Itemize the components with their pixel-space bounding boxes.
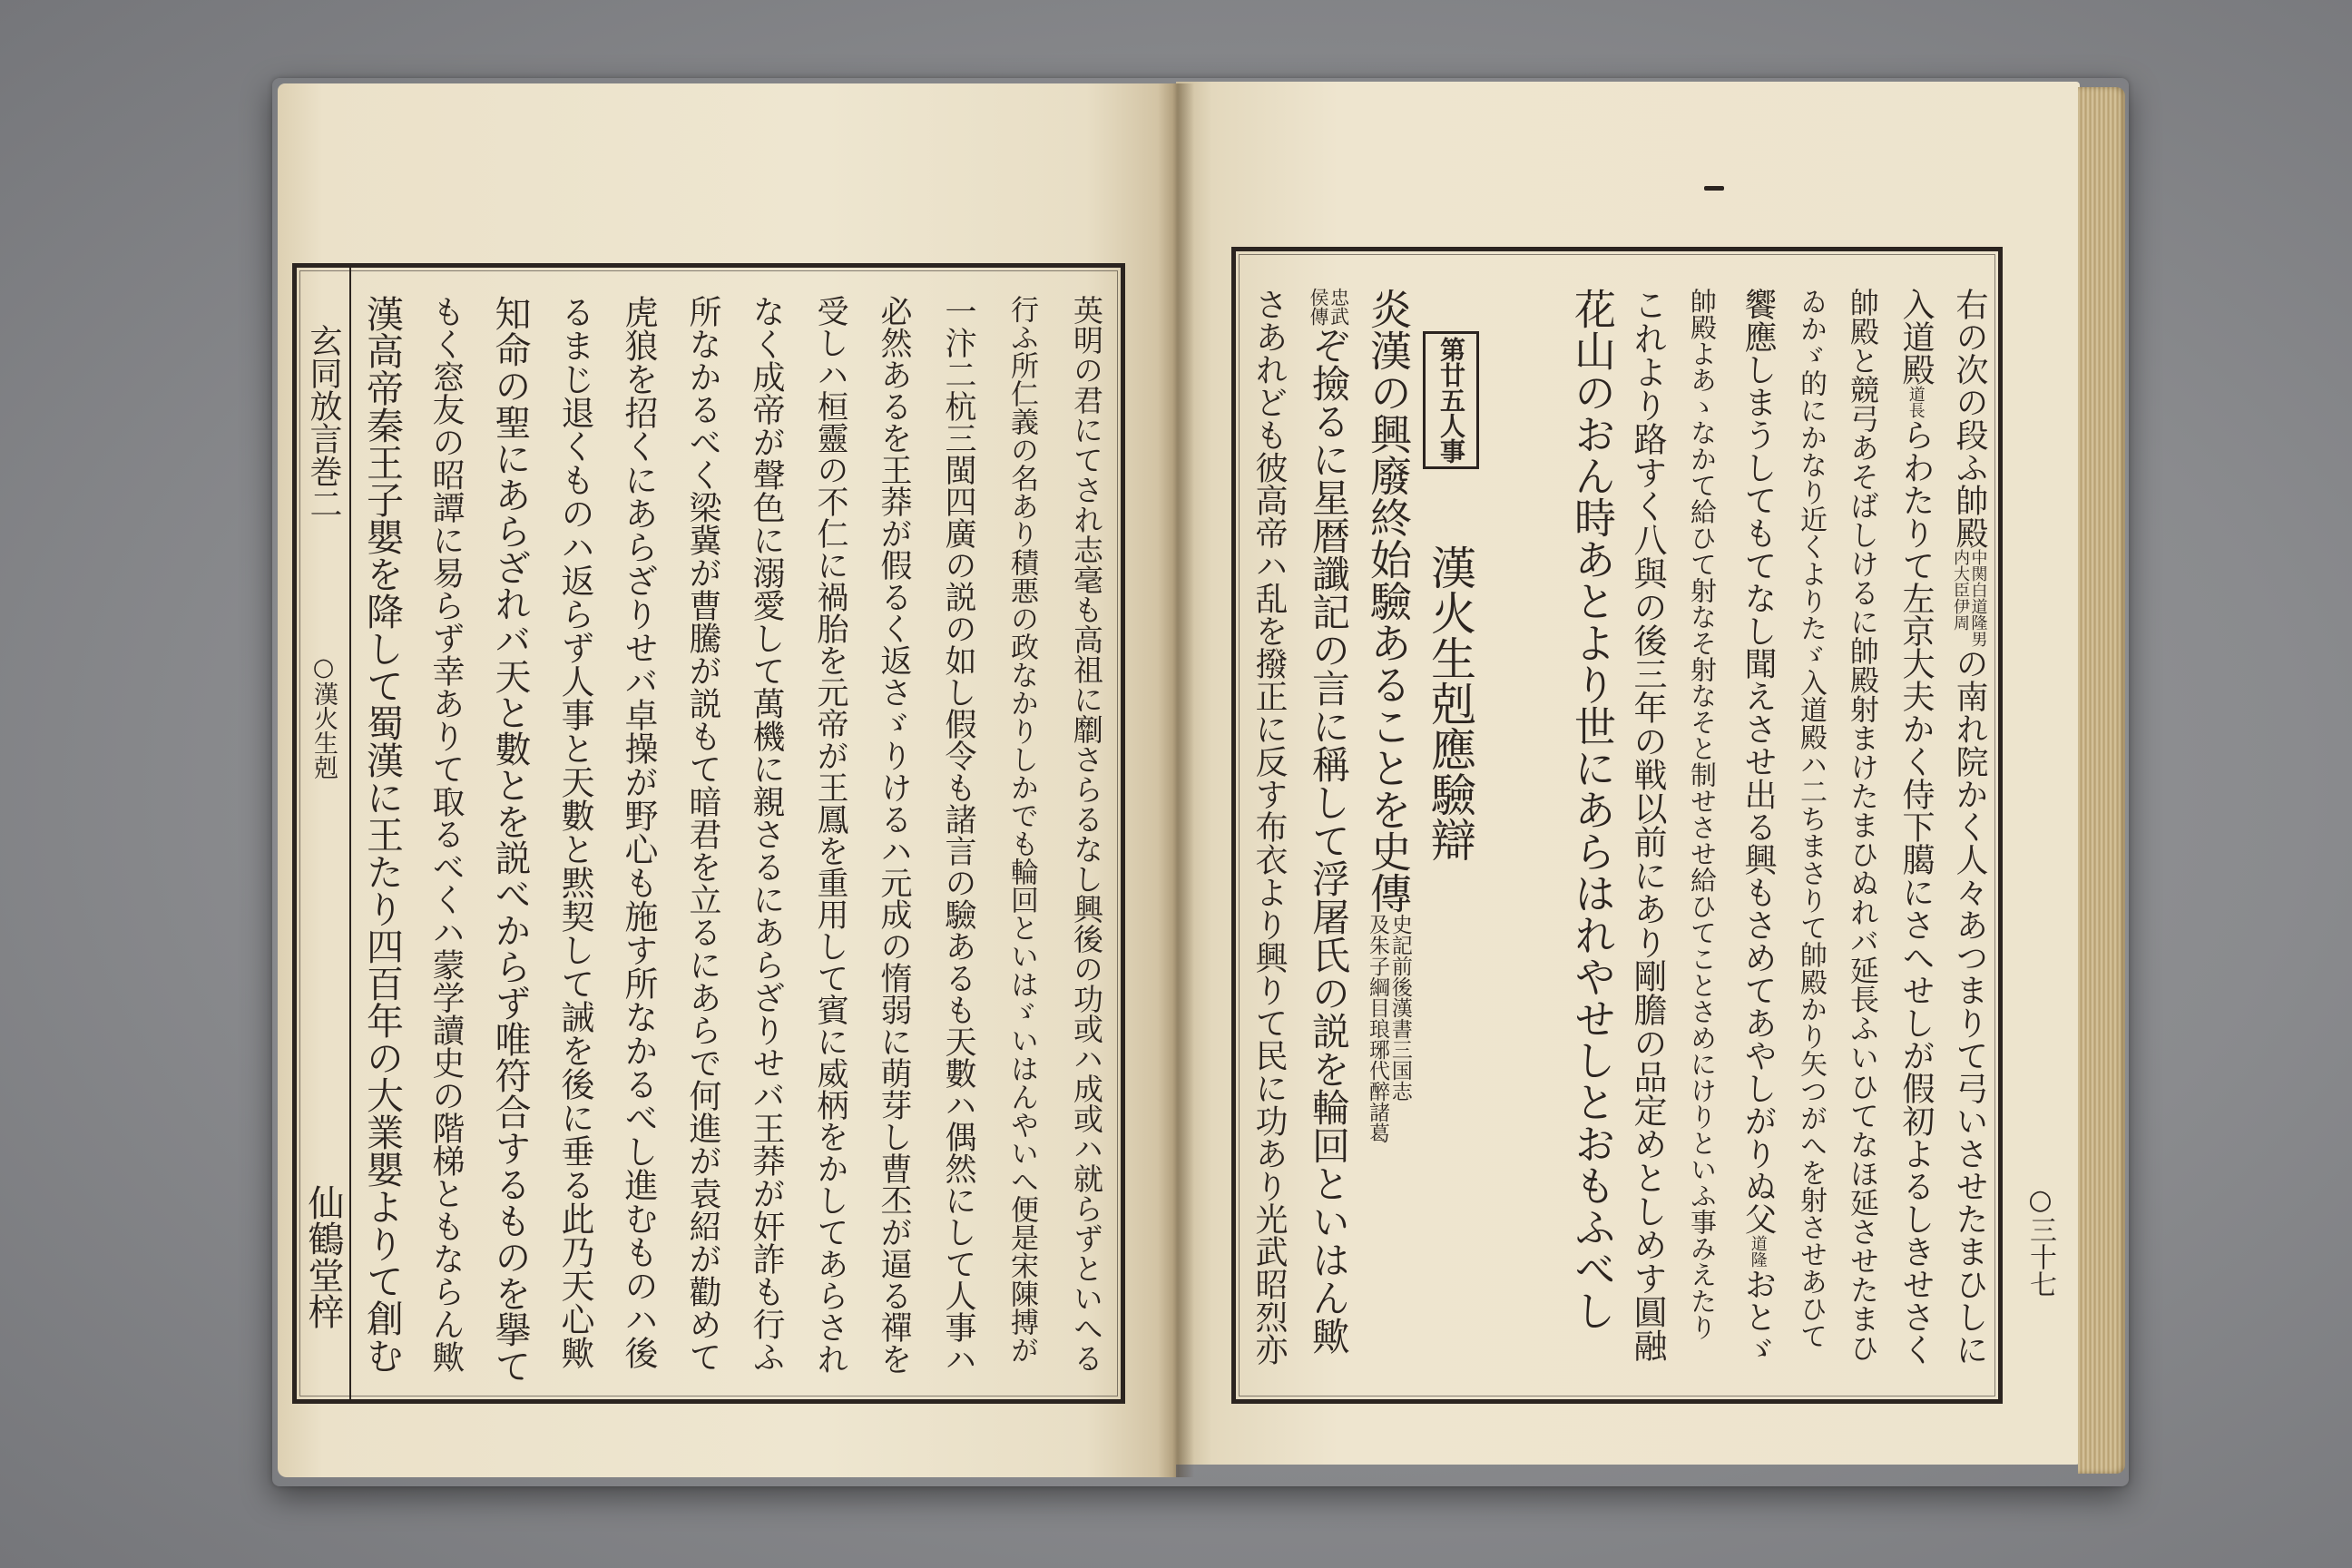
column-text: 右の次の段ふ帥殿 bbox=[1951, 288, 1988, 549]
text-column bbox=[736, 295, 796, 1393]
page-edges bbox=[2078, 87, 2125, 1474]
column-text: 花山のおん時あとより世にあらはれやせしとおもふべし bbox=[1568, 288, 1617, 1331]
text-column bbox=[1056, 295, 1116, 1393]
column-text: 帥殿よあゝなかて給ひて射なそ射なそと制せさせ給ひてことさめにけりといふ事みえたり bbox=[1687, 288, 1718, 1340]
column-text: らわたりて左京大夫かく侍下臈にさへせしが假初よるしきせさく bbox=[1897, 418, 1935, 1366]
inline-note-line: 侯傳 bbox=[1308, 288, 1329, 326]
inline-note-line: 内大臣伊周 bbox=[1951, 549, 1970, 631]
inline-note bbox=[1366, 914, 1411, 1143]
text-column bbox=[416, 295, 475, 1393]
text-column bbox=[1783, 288, 1838, 1367]
section-number-box: 第廿五人事 bbox=[1423, 331, 1479, 469]
text-column bbox=[864, 295, 924, 1393]
column-text: 饗應しまうしてもてなし聞えさせ出る興もさめてあやしがりぬ父 bbox=[1740, 288, 1777, 1235]
margin-rule bbox=[349, 268, 351, 1399]
column-text: さあれども彼高帝ハ乱を撥正に反す布衣より興りて民に功あり光武昭烈亦 bbox=[1250, 288, 1288, 1366]
column-text: の南れ院かく人々あつまりて弓いさせたまひしに bbox=[1951, 647, 1988, 1366]
inline-note-line: 忠武 bbox=[1328, 288, 1350, 326]
column-text: 英明の君にてされ志毫も高祖に劘さらるなし興後の功或ハ成或ハ就らずといへる bbox=[1069, 295, 1104, 1373]
book-spine-shadow bbox=[1158, 83, 1194, 1477]
inline-note-line: 史記前後漢書三国志 bbox=[1387, 914, 1412, 1102]
column-text: ぞ撿るに星暦讖記の言に稱して浮屠氏の説を輪回といはん歟 bbox=[1307, 326, 1351, 1355]
column-text: 知命の聖にあらざれバ天と數とを説べからず唯符合するものを擧て bbox=[489, 295, 531, 1384]
text-column bbox=[1359, 288, 1417, 1367]
text-column bbox=[544, 295, 604, 1393]
column-text: ゐかゞ的にかなり近くよりたゞ入道殿ハ二ちまさりて帥殿かり矢つがへを射させあひて bbox=[1795, 288, 1827, 1349]
column-text: 帥殿と競弓あそばしけるに帥殿射まけたまひぬれバ延長ふいひてなほ延させたまひ bbox=[1846, 288, 1880, 1362]
column-text: おとゞ bbox=[1740, 1268, 1777, 1366]
text-column bbox=[1299, 288, 1357, 1367]
column-text: 必然あるを王莽が假るく返さゞりけるハ元成の惰弱に萌芽し曹丕が逼る禪を bbox=[876, 295, 912, 1375]
inline-note bbox=[1906, 386, 1924, 418]
column-text: もく窓友の昭譚に易らず幸ありて取るべくハ蒙学讀史の階梯ともならん歟 bbox=[427, 295, 465, 1373]
column-text: 虎狼を招くにあらざりせバ卓操が野心も施す所なかるべし進むものハ後 bbox=[619, 295, 658, 1369]
inline-note-line: 道隆 bbox=[1748, 1235, 1768, 1268]
text-column bbox=[1240, 288, 1298, 1367]
text-column bbox=[1565, 288, 1620, 1367]
column-text: 入道殿 bbox=[1897, 288, 1935, 386]
inline-note bbox=[1952, 549, 1987, 647]
column-text: 炎漢の興廢終始驗あることを史傳 bbox=[1364, 288, 1413, 914]
inline-note-line: 及朱子綱目琅琊代醉諸葛 bbox=[1366, 914, 1389, 1143]
column-text: 所なかるべく梁冀が曹騰が説もて暗君を立るにあらで何進が袁紹が勸めて bbox=[684, 295, 721, 1373]
publisher-mark: 仙鶴堂梓 bbox=[302, 1184, 344, 1329]
column-text: これより路すく八與の後三年の戦以前にあり剛膽の品定めとしめす圓融 bbox=[1628, 288, 1667, 1362]
inline-note bbox=[1308, 288, 1348, 326]
book-title-margin: 玄同放言巻二 bbox=[305, 324, 342, 520]
text-column bbox=[928, 295, 988, 1393]
text-column bbox=[1675, 288, 1730, 1367]
column-text: 漢高帝秦王子嬰を降して蜀漢に王たり四百年の大業嬰よりて創む bbox=[360, 295, 404, 1374]
text-column bbox=[1888, 288, 1943, 1367]
column-text: なく成帝が聲色に溺愛して萬機に親さるにあらざりせバ王莽が奸詐も行ふ bbox=[748, 295, 785, 1373]
text-column bbox=[800, 295, 860, 1393]
page-number: ○三十七 bbox=[2024, 1184, 2056, 1298]
inline-note-line: 中関白道隆男 bbox=[1968, 549, 1988, 647]
inline-note bbox=[1749, 1235, 1766, 1268]
text-column bbox=[1730, 288, 1785, 1367]
text-column bbox=[608, 295, 668, 1393]
left-text-frame bbox=[292, 263, 1125, 1404]
column-text: 受しハ桓靈の不仁に禍胎を元帝が王鳳を重用して賓に威柄をかしてあらされ bbox=[812, 295, 848, 1375]
text-column bbox=[1620, 288, 1674, 1367]
text-column bbox=[480, 295, 540, 1393]
section-title-margin: ○漢火生剋 bbox=[309, 653, 338, 779]
text-column bbox=[1942, 288, 1996, 1367]
ink-speck bbox=[1704, 186, 1724, 191]
section-heading: 漢火生剋應驗辯 bbox=[1424, 544, 1476, 862]
text-column bbox=[352, 295, 412, 1393]
text-column bbox=[1836, 288, 1890, 1367]
right-text-frame bbox=[1231, 247, 2003, 1404]
column-text: 一汴二杭三閩四廣の説の如し假令も諸言の驗あるも天數ハ偶然にして人事ハ bbox=[940, 295, 976, 1375]
text-column bbox=[672, 295, 732, 1393]
column-text: るまじ退くものハ返らず人事と天數と黙契して誡を後に垂る此乃天心歟 bbox=[555, 295, 594, 1369]
column-text: 行ふ所仁義の名あり積悪の政なかりしかでも輪回といはゞいはんやいへ便是宋陳搏が bbox=[1005, 295, 1038, 1364]
inline-note-line: 道長 bbox=[1906, 386, 1926, 418]
text-column bbox=[992, 295, 1052, 1393]
